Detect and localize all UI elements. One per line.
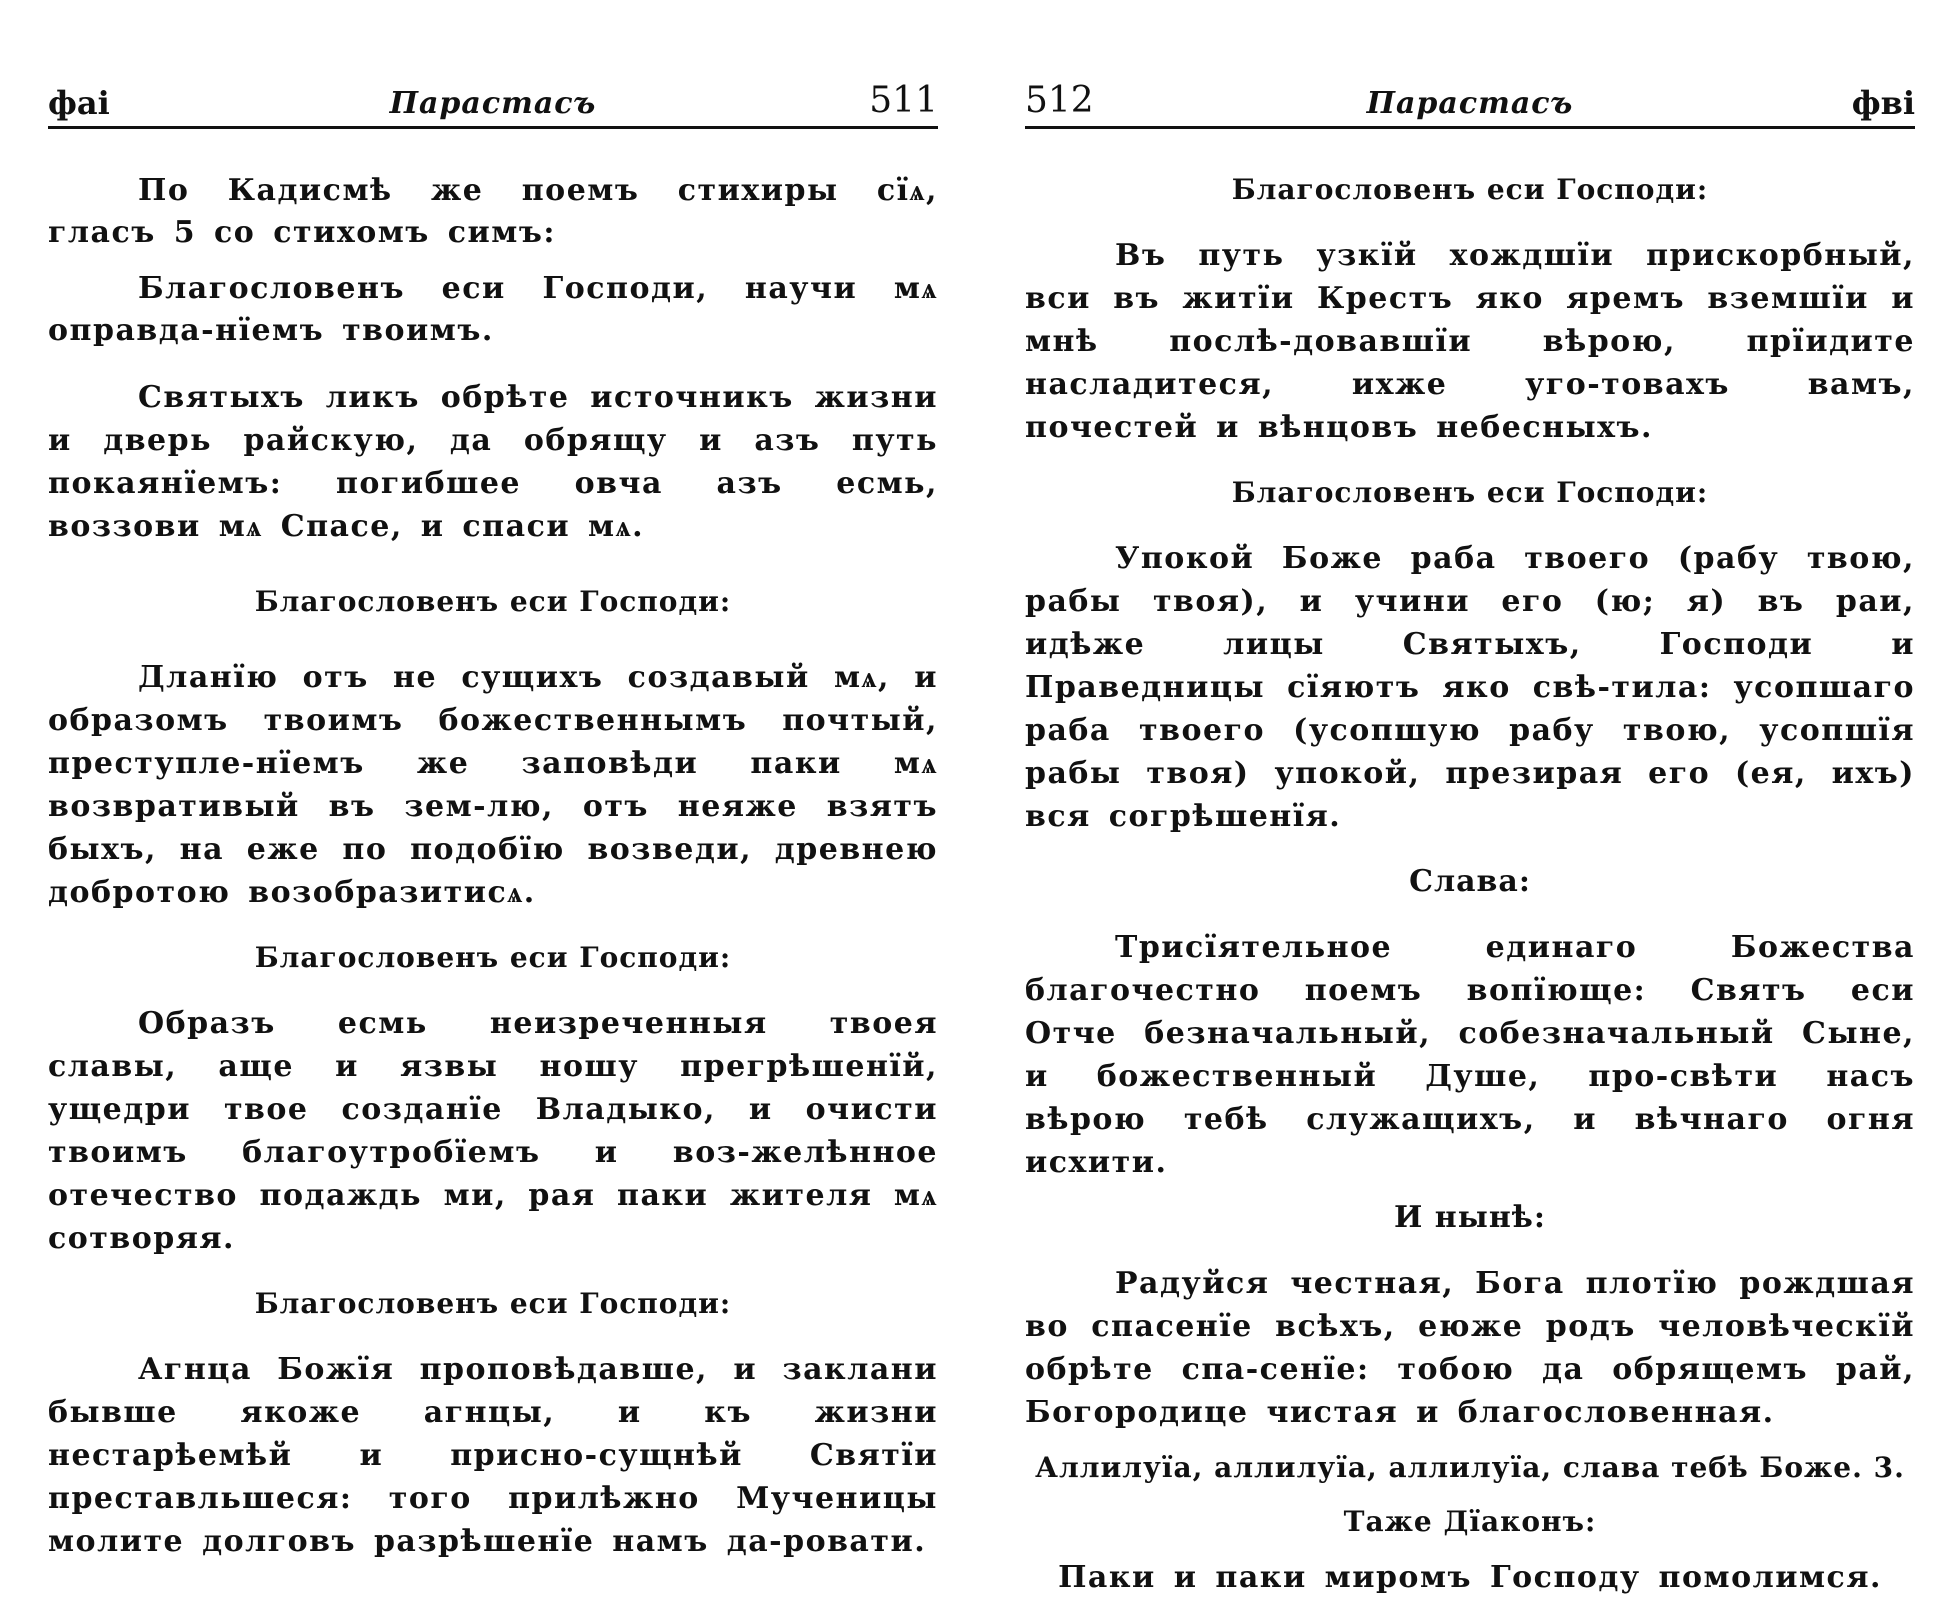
deacon-rubric: Таже Дїаконъ: [1343, 1505, 1597, 1538]
left-page [48, 0, 938, 1559]
refrain-heading: Благословенъ еси Господи: [1231, 476, 1709, 509]
left-page-body [48, 170, 938, 1563]
troparion: Агнца Божїя проповѣдавше, и заклани бывше якоже агнцы, и къ жизни нестарѣемѣй и присно-сущнѣй Святїи преставльшеся: того прилѣжно Мученицы молите долговъ разрѣшенїе намъ да-ровати. [48, 1352, 938, 1559]
right-page [1025, 0, 1915, 1595]
verse-refrain: Благословенъ еси Господи, научи мѧ оправда-нїемъ твоимъ. [48, 271, 938, 348]
slavonic-page-number: фві [1851, 84, 1915, 122]
refrain-heading: Благословенъ еси Господи: [254, 941, 732, 974]
troparion: Дланїю отъ не сущихъ создавый мѧ, и образомъ твоимъ божественнымъ почтый, преступле-нїемъ же заповѣди паки мѧ возвративый въ зем-лю, отъ неяже взятъ быхъ, на еже по подобїю возведи, древнею добротою возобразитисѧ. [48, 660, 938, 910]
slavonic-page-number: фаі [48, 84, 110, 122]
running-title: Парастасъ [389, 86, 597, 121]
doxastikon: Трисїятельное единаго Божества благочестно поемъ вопїюще: Святъ еси Отче безначальный, собезначальный Сыне, и божественный Душе, про-свѣти насъ вѣрою тебѣ служащихъ, и вѣчнаго огня исхити. [1025, 930, 1915, 1180]
refrain-heading: Благословенъ еси Господи: [254, 1287, 732, 1320]
alleluia-line: Аллилуїа, аллилуїа, аллилуїа, слава тебѣ Боже. 3. [1035, 1451, 1905, 1484]
now-and-ever-heading: И нынѣ: [1394, 1200, 1546, 1235]
troparion: Святыхъ ликъ обрѣте источникъ жизни и дверь райскую, да обрящу и азъ путь покаянїемъ: погибшее овча азъ есмь, воззови мѧ Спасе, и спаси мѧ. [48, 380, 938, 544]
running-title: Парастасъ [1366, 86, 1574, 121]
theotokion: Радуйся честная, Бога плотїю рождшая во спасенїе всѣхъ, еюже родъ человѣческїй обрѣте спа-сенїе: тобою да обрящемъ рай, Богородице чистая и благословенная. [1025, 1266, 1915, 1430]
refrain-heading: Благословенъ еси Господи: [254, 585, 732, 618]
running-head-left [48, 80, 938, 129]
page-number: 512 [1025, 80, 1094, 121]
glory-heading: Слава: [1409, 864, 1531, 899]
troparion: Упокой Боже раба твоего (рабу твою, рабы твоя), и учини его (ю; я) въ раи, идѣже лицы Святыхъ, Господи и Праведницы сїяютъ яко свѣ-тила: усопшаго раба твоего (усопшую рабу твою, усопшїя рабы твоя) упокой, презирая его (ея, ихъ) вся согрѣшенїя. [1025, 541, 1915, 834]
troparion: Образъ есмь неизреченныя твоея славы, аще и язвы ношу прегрѣшенїй, ущедри твое созданїе Владыко, и очисти твоимъ благоутробїемъ и воз-желѣнное отечество подаждь ми, рая паки жителя мѧ сотворяя. [48, 1006, 938, 1256]
running-head-right [1025, 80, 1915, 129]
page-number: 511 [869, 80, 938, 121]
right-page-body [1025, 170, 1915, 1599]
refrain-heading: Благословенъ еси Господи: [1231, 173, 1709, 206]
litany-line: Паки и паки миромъ Господу помолимся. [1058, 1560, 1882, 1595]
rubric-instruction: По Кадисмѣ же поемъ стихиры сїѧ, гласъ 5 со стихомъ симъ: [48, 173, 938, 250]
troparion: Въ путь узкїй хождшїи прискорбный, вси въ житїи Крестъ яко яремъ вземшїи и мнѣ послѣ-довавшїи вѣрою, прїидите насладитеся, ихже уго-товахъ вамъ, почестей и вѣнцовъ небесныхъ. [1025, 238, 1915, 445]
